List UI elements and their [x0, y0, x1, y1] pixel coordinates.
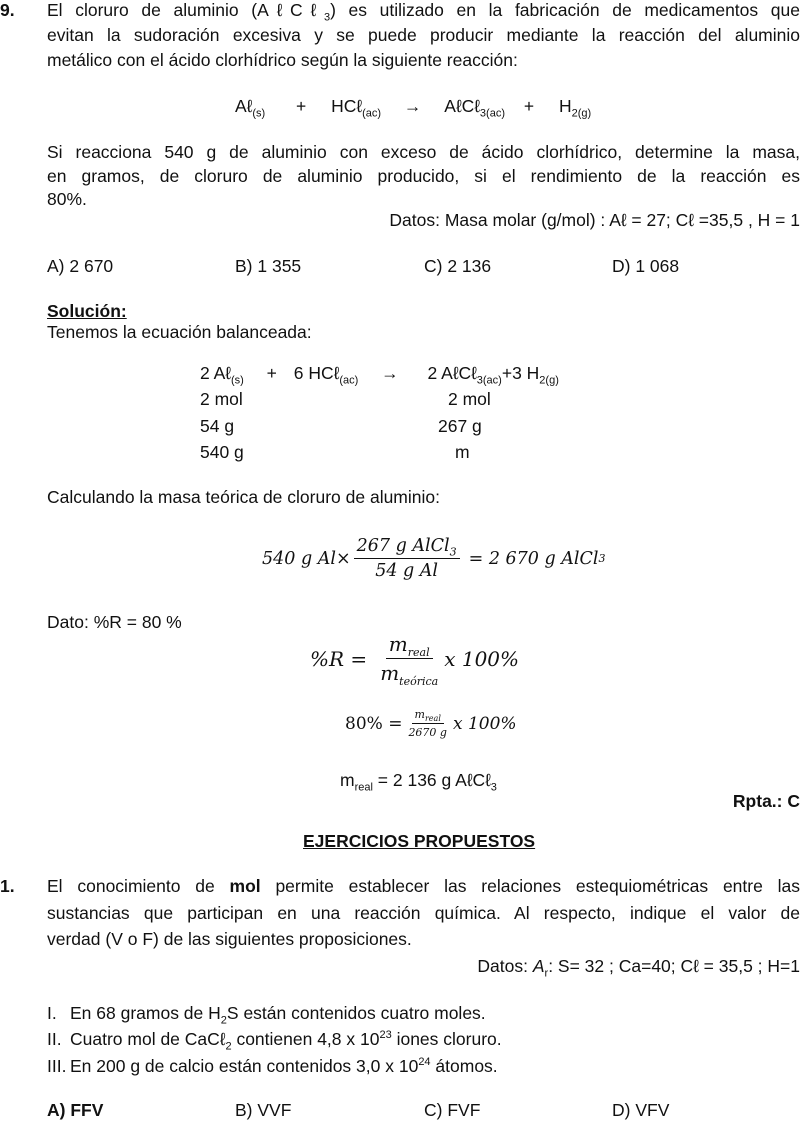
yield-formula: %R = $\frac{m_{real}}{m_{teórica}}$ x 100%: [310, 632, 520, 688]
calc-fraction: $\frac{267 g AlCl_3}{\text{54 g Al}}$: [354, 536, 460, 581]
stoich-row-left: 540 g: [200, 442, 244, 462]
option-a: A) 2 670: [47, 256, 114, 276]
problem-text-line1: El cloruro de aluminio (AℓCℓ$_3$) es utilizado en la fabricación de medicamentos que: [47, 0, 800, 24]
option-b: B) 1 355: [235, 256, 302, 276]
option-c: C) 2 136: [424, 256, 492, 276]
reaction-equation: Aℓ$_{(s)}$ + HCℓ$_{(ac)}$ → AℓCℓ$_{3(ac)}$ + $H_{2(g)}$: [235, 96, 592, 120]
proposition-2: II. Cuatro mol de CaCℓ$_2$ contienen 4,8 x $10^{23}$ iones cloruro.: [47, 1029, 502, 1053]
answer: Rpta.: C: [732, 791, 800, 811]
calc-text: Calculando la masa teórica de cloruro de aluminio:: [47, 487, 440, 507]
stoich-row-left: 2 mol: [200, 389, 243, 409]
problem-text-line3: metálico con el ácido clorhídrico según la siguiente reacción:: [47, 50, 518, 70]
section-title: EJERCICIOS PROPUESTOS: [303, 831, 536, 851]
yield-formula-substituted: 80% = $\frac{m_{real}}{2670 g}$ x 100%: [345, 708, 517, 739]
problem-text-line2: evitan la sudoración excesiva y se puede producir mediante la reacción del aluminio: [47, 25, 800, 45]
proposition-3: III. En 200 g de calcio están contenidos 3,0 x $10^{24}$ átomos.: [47, 1056, 498, 1076]
result-line: $m_{real} = 2$ 136 g AℓCℓ$_3$: [340, 770, 497, 794]
solution-intro: Tenemos la ecuación balanceada:: [47, 322, 312, 342]
balanced-equation: 2 Aℓ$_{(s)}$ + 6 HCℓ$_{(ac)}$ → 2 AℓCℓ$_{3(ac)}$+3 $H_{2(g)}$: [200, 363, 559, 387]
exercise-option-a: A) FFV: [47, 1100, 104, 1120]
option-d: D) 1 068: [612, 256, 680, 276]
exercise-text-line1: El conocimiento de mol permite establecer las relaciones estequiométricas entre las: [47, 876, 800, 896]
exercise-text-line2: sustancias que participan en una reacción química. Al respecto, indique el valor de: [47, 903, 800, 923]
substituted-fraction: $\frac{m_{real}}{2670 g}$: [408, 708, 447, 739]
exercise-option-c: C) FVF: [424, 1100, 481, 1120]
solution-heading: Solución:: [47, 301, 127, 321]
exercise-given-data: Datos: $A_r$: S= 32 ; Ca=40; Cℓ = 35,5 ; H=1: [477, 956, 800, 980]
stoich-row-left: 54 g: [200, 416, 235, 436]
exercise-text-line3: verdad (V o F) de las siguientes proposiciones.: [47, 929, 412, 949]
exercise-option-b: B) VVF: [235, 1100, 292, 1120]
yield-fraction: $\frac{m_{real}}{m_{teórica}}$: [380, 632, 439, 688]
theoretical-mass-calc: 540 g Al× $\frac{267 g AlCl_3}{\text{54 g Al}}$ = 2 670 g AlCl 3: [262, 536, 606, 581]
exercise-number: 1.: [0, 876, 15, 896]
exercise-option-d: D) VFV: [612, 1100, 670, 1120]
given-data: Datos: Masa molar (g/mol) : Aℓ = 27; Cℓ =35,5 , H = 1: [389, 210, 800, 230]
question-line3: 80%.: [47, 189, 87, 209]
stoich-row-right: 267 g: [438, 416, 482, 436]
problem-number: 9.: [0, 0, 15, 20]
question-line1: Si reacciona 540 g de aluminio con exceso de ácido clorhídrico, determine la masa,: [47, 142, 800, 162]
yield-data: Dato: %R = 80 %: [47, 612, 182, 632]
question-line2: en gramos, de cloruro de aluminio producido, si el rendimiento de la reacción es: [47, 166, 800, 186]
proposition-1: I. En 68 gramos de $H_2S$ están contenidos cuatro moles.: [47, 1003, 486, 1027]
stoich-row-right: m: [455, 442, 470, 462]
stoich-row-right: 2 mol: [448, 389, 491, 409]
